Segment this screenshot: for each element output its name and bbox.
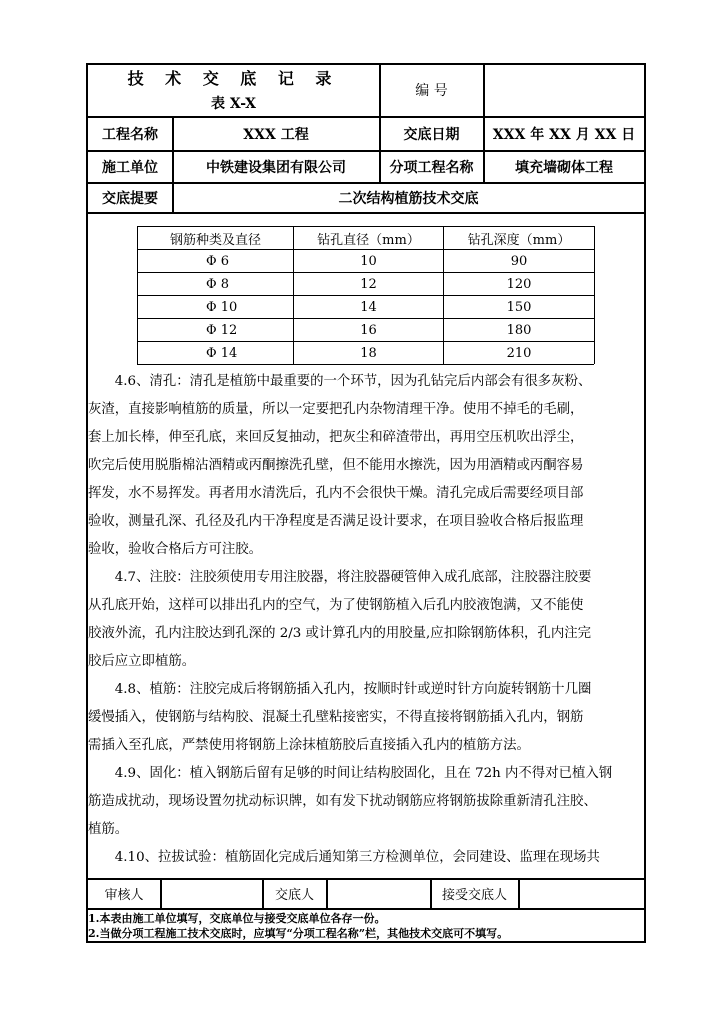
table-cell: 12: [360, 276, 377, 292]
table-cell: 210: [506, 345, 532, 361]
date-value: XXX 年 XX 月 XX 日: [492, 126, 636, 143]
body-line: 胶液外流，孔内注胶达到孔深的 2/3 或计算孔内的用胶量,应扣除钢筋体积，孔内注完: [88, 626, 591, 641]
frame-bottom-line: [86, 941, 646, 943]
table-header-cell: 钢筋种类及直径: [169, 232, 261, 248]
discloser-label: 交底人: [274, 888, 314, 903]
project-name-value: XXX 工程: [243, 126, 309, 143]
table-cell: Φ 10: [206, 299, 238, 315]
body-line: 植筋。: [88, 822, 129, 837]
table-cell: 18: [360, 345, 377, 361]
form-number: 表 X-X: [211, 96, 256, 112]
body-line: 从孔底开始，这样可以排出孔内的空气，为了使钢筋植入后孔内胶液饱满，又不能使: [88, 598, 584, 613]
table-cell: 90: [510, 253, 528, 269]
table-cell: 10: [360, 253, 377, 269]
body-line: 4.9、固化：植入钢筋后留有足够的时间让结构胶固化，且在 72h 内不得对已植入钢: [88, 766, 613, 781]
table-cell: 150: [506, 299, 532, 315]
summary-label: 交底提要: [102, 190, 158, 207]
body-line: 验收，测量孔深、孔径及孔内干净程度是否满足设计要求，在项目验收合格后报监理: [88, 514, 584, 529]
unit-value: 中铁建设集团有限公司: [206, 159, 346, 176]
date-label: 交底日期: [403, 126, 460, 143]
serial-label: 编 号: [415, 83, 448, 99]
reviewer-label: 审核人: [104, 888, 144, 903]
body-line: 验收，验收合格后方可注胶。: [88, 542, 263, 557]
receiver-label: 接受交底人: [441, 888, 507, 903]
subproject-value: 填充墙砌体工程: [515, 159, 613, 176]
subproject-label: 分项工程名称: [389, 159, 474, 176]
body-line: 缓慢插入，使钢筋与结构胶、混凝土孔壁粘接密实，不得直接将钢筋插入孔内，钢筋: [88, 710, 584, 725]
table-cell: 180: [506, 322, 532, 338]
body-line: 筋造成扰动，现场设置勿扰动标识牌，如有发下扰动钢筋应将钢筋拔除重新清孔注胶、: [88, 794, 597, 809]
body-line: 4.10、拉拔试验：植筋固化完成后通知第三方检测单位，会同建设、监理在现场共: [88, 850, 600, 865]
footnote: 1.本表由施工单位填写，交底单位与接受交底单位各存一份。: [88, 912, 386, 925]
table-header-cell: 钻孔深度（mm）: [467, 232, 571, 248]
frame-right-line: [644, 63, 646, 943]
frame-line: [86, 212, 646, 214]
summary-value: 二次结构植筋技术交底: [338, 190, 479, 207]
table-cell: 14: [360, 299, 377, 315]
document-title: 技 术 交 底 记 录: [127, 68, 340, 88]
footnote: 2.当做分项工程施工技术交底时，应填写“分项工程名称”栏，其他技术交底可不填写。: [88, 927, 509, 940]
serial-value: [484, 64, 644, 116]
table-cell: Φ 8: [206, 276, 230, 292]
table-cell: 16: [360, 322, 377, 338]
body-line: 套上加长棒，伸至孔底，来回反复抽动，把灰尘和碎渣带出，再用空压机吹出浮尘，: [88, 430, 584, 445]
table-cell: Φ 12: [206, 322, 238, 338]
body-line: 需插入至孔底，严禁使用将钢筋上涂抹植筋胶后直接插入孔内的植筋方法。: [88, 738, 530, 753]
reviewer-signature-field[interactable]: [161, 879, 262, 908]
table-cell: Φ 14: [206, 345, 238, 361]
unit-label: 施工单位: [102, 159, 158, 176]
body-line: 灰渣，直接影响植筋的质量，所以一定要把孔内杂物清理干净。使用不掉毛的毛刷，: [88, 402, 584, 417]
table-line: [137, 364, 594, 365]
receiver-signature-field[interactable]: [519, 879, 644, 908]
body-line: 4.8、植筋：注胶完成后将钢筋插入孔内，按顺时针或逆时针方向旋转钢筋十几圈: [88, 682, 592, 697]
table-line: [594, 226, 595, 364]
table-cell: Φ 6: [206, 253, 230, 269]
body-line: 4.6、清孔：清孔是植筋中最重要的一个环节，因为孔钻完后内部会有很多灰粉、: [88, 374, 592, 389]
body-line: 吹完后使用脱脂棉沾酒精或丙酮擦洗孔壁，但不能用水擦洗，因为用酒精或丙酮容易: [88, 458, 584, 473]
body-line: 挥发，水不易挥发。再者用水清洗后，孔内不会很快干燥。清孔完成后需要经项目部: [88, 486, 584, 501]
table-header-cell: 钻孔直径（mm）: [317, 232, 420, 248]
body-line: 4.7、注胶：注胶须使用专用注胶器，将注胶器硬管伸入成孔底部，注胶器注胶要: [88, 570, 592, 585]
table-cell: 120: [506, 276, 532, 292]
body-line: 胶后应立即植筋。: [88, 654, 196, 669]
discloser-signature-field[interactable]: [327, 879, 430, 908]
project-name-label: 工程名称: [102, 126, 158, 143]
